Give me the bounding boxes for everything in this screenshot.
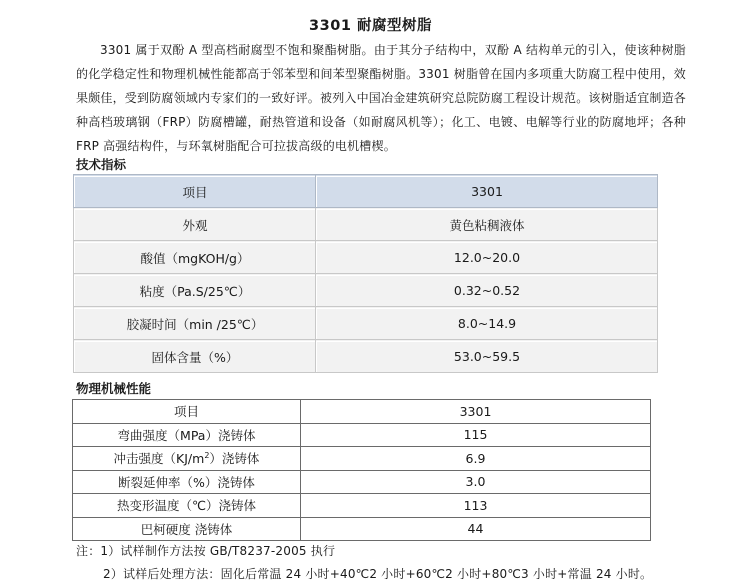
table-row	[73, 423, 651, 447]
header-model-label: 3301	[301, 400, 651, 424]
table-cell	[74, 340, 316, 373]
table-cell	[74, 241, 316, 274]
table-row	[74, 241, 658, 274]
table-row	[73, 517, 651, 541]
row-label: 固体含量（%）	[74, 341, 315, 372]
row-value: 3.0	[301, 470, 651, 494]
table-cell	[316, 340, 658, 373]
row-label: 酸值（mgKOH/g）	[74, 242, 315, 273]
header-item-label: 项目	[73, 400, 301, 424]
table-header-row	[73, 400, 651, 424]
row-value: 113	[301, 494, 651, 518]
row-label: 粘度（Pa.S/25℃）	[74, 275, 315, 306]
row-label: 断裂延伸率（%）浇铸体	[73, 470, 301, 494]
row-value: 44	[301, 517, 651, 541]
header-cell	[316, 175, 658, 208]
table-cell	[316, 241, 658, 274]
note-line-1: 注：1）试样制作方法按 GB/T8237-2005 执行	[76, 544, 336, 558]
header-cell	[74, 175, 316, 208]
row-label: 弯曲强度（MPa）浇铸体	[73, 423, 301, 447]
table-row	[74, 340, 658, 373]
row-value: 6.9	[301, 447, 651, 471]
tech-specs-table	[73, 174, 658, 373]
row-label: 外观	[74, 209, 315, 240]
table-row	[73, 470, 651, 494]
table-cell	[74, 307, 316, 340]
superscript: 2	[204, 451, 210, 461]
physical-properties-table	[72, 399, 651, 541]
row-value: 115	[301, 423, 651, 447]
row-label: 巴柯硬度 浇铸体	[73, 517, 301, 541]
header-item-label: 项目	[74, 176, 315, 207]
row-label: 热变形温度（℃）浇铸体	[73, 494, 301, 518]
row-label: 胶凝时间（min /25℃）	[74, 308, 315, 339]
table-row	[73, 494, 651, 518]
row-label	[73, 447, 301, 471]
table-cell	[74, 208, 316, 241]
table-row	[74, 208, 658, 241]
table-cell	[316, 274, 658, 307]
row-value: 12.0~20.0	[316, 242, 657, 273]
table-row	[73, 447, 651, 471]
page-title: 3301 耐腐型树脂	[309, 18, 432, 34]
tech-specs-heading: 技术指标	[76, 157, 127, 172]
table-cell	[74, 274, 316, 307]
physical-properties-heading: 物理机械性能	[76, 381, 152, 396]
row-value: 53.0~59.5	[316, 341, 657, 372]
table-header-row	[74, 175, 658, 208]
label-text: ）浇铸体	[209, 451, 260, 467]
row-value: 黄色粘稠液体	[316, 209, 657, 240]
label-text: 冲击强度（KJ/m	[113, 451, 205, 467]
table-cell	[316, 307, 658, 340]
table-row	[74, 307, 658, 340]
row-value: 0.32~0.52	[316, 275, 657, 306]
table-row	[74, 274, 658, 307]
intro-paragraph: 3301 属于双酚 A 型高档耐腐型不饱和聚酯树脂。由于其分子结构中，双酚 A 结构单元的引入，使该种树脂的化学稳定性和物理机械性能都高于邻苯型和间苯型聚酯树脂。3301 树脂曾在国内多项重大防腐工程中使用，效果颇佳，受到防腐领域内专家们的一致好评。被列入中国冶金建筑研究总院防腐工程设计规范。该树脂适宜制造各种高档玻璃钢（FRP）防腐槽罐，耐热管道和设备（如耐腐风机等）；化工、电镀、电解等行业的防腐地坪；各种 FRP 高强结构件，与环氧树脂配合可拉拔高级的电机槽楔。	[76, 43, 687, 153]
header-model-label: 3301	[316, 176, 657, 207]
row-value: 8.0~14.9	[316, 308, 657, 339]
table-cell	[316, 208, 658, 241]
note-line-2: 2）试样后处理方法：固化后常温 24 小时+40℃2 小时+60℃2 小时+80℃3 小时+常温 24 小时。	[103, 567, 653, 581]
